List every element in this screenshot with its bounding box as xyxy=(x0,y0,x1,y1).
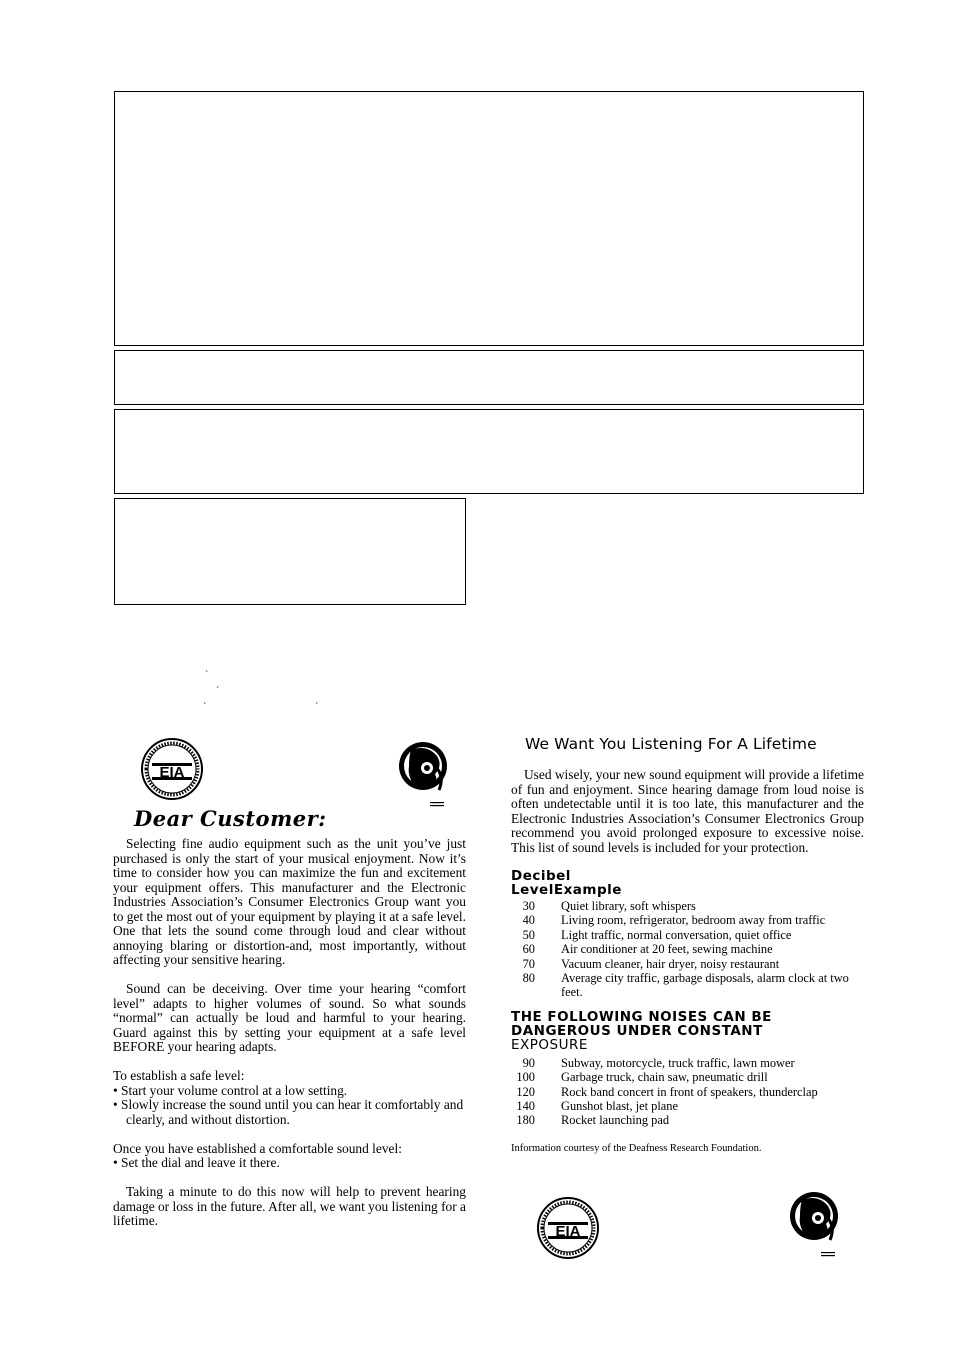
establish-intro: To establish a safe level: xyxy=(113,1068,245,1083)
list-item: 100 Garbage truck, chain saw, pneumatic drill xyxy=(516,1070,768,1085)
levels-list xyxy=(511,899,864,1000)
stray-mark: ` xyxy=(203,702,207,713)
list-item: 180 Rocket launching pad xyxy=(516,1113,670,1128)
ear-head-icon xyxy=(788,1188,842,1260)
comfortable-intro: Once you have established a comfortable sound level: xyxy=(113,1140,402,1156)
list-item: 50 Light traffic, normal conversation, quiet office xyxy=(522,927,792,942)
stray-mark: ´ xyxy=(315,702,319,713)
bullet-item: • Slowly increase the sound until you can hear it comfortably and clearly, and without distortion. xyxy=(113,1097,464,1127)
list-item: 90 Subway, motorcycle, truck traffic, lawn mower xyxy=(522,1055,795,1070)
credit-line: Information courtesy of the Deafness Research Foundation. xyxy=(511,1142,762,1154)
svg-text:EIA: EIA xyxy=(159,764,185,781)
list-item: 140 Gunshot blast, jet plane xyxy=(516,1099,679,1114)
list-item: 80 Average city traffic, garbage disposals, alarm clock at two feet. xyxy=(522,971,849,1000)
list-item: 70 Vacuum cleaner, hair dryer, noisy restaurant xyxy=(522,956,780,971)
top-large-box xyxy=(114,91,864,346)
list-item: 30 Quiet library, soft whispers xyxy=(522,899,696,913)
bullet-item: • Set the dial and leave it there. xyxy=(113,1155,280,1170)
dear-customer-letter xyxy=(113,837,466,1243)
eia-seal-icon xyxy=(140,737,204,801)
decibel-header: Decibel LevelExample xyxy=(511,868,622,898)
bullet-item: • Start your volume control at a low setting. xyxy=(113,1082,348,1098)
ear-head-icon xyxy=(397,738,451,810)
list-item: 40 Living room, refrigerator, bedroom away from traffic xyxy=(522,913,826,928)
lifetime-heading: We Want You Listening For A Lifetime xyxy=(525,735,817,753)
stray-mark: ´ xyxy=(216,686,220,697)
letter-paragraph: Selecting fine audio equipment such as the unit you’ve just purchased is only the start of your musical enjoyment. Now it’s time to consider how you can maximize the fun and excitement your equipment offers. This manufacturer and the Electronic Industries Association’s Consumer Electronics Group want you to get the most out of your equipment by playing it at a safe level. One that lets the sound come through loud and clear without annoying blaring or distortion-and, most importantly, without affecting your sensitive hearing. xyxy=(113,836,466,967)
eia-seal-icon xyxy=(536,1196,600,1260)
letter-paragraph: Sound can be deceiving. Over time your hearing “comfort level” adapts to higher volumes of sound. So what sounds “normal” can actually be loud and harmful to your hearing. Guard against this by setting your equipment at a safe level BEFORE your hearing adapts. xyxy=(113,981,466,1054)
stray-mark: ` xyxy=(205,670,209,681)
closing-paragraph: Taking a minute to do this now will help to prevent hearing damage or loss in the future. After all, we want you listening for a lifetime. xyxy=(113,1184,466,1228)
second-box xyxy=(114,350,864,405)
danger-list xyxy=(511,1056,864,1128)
list-item: 60 Air conditioner at 20 feet, sewing machine xyxy=(522,942,773,957)
lifetime-section xyxy=(511,768,864,1156)
salutation: Dear Customer: xyxy=(134,806,327,831)
lifetime-intro: Used wisely, your new sound equipment will provide a lifetime of fun and enjoyment. Since hearing damage from loud noise is often undetectable until it is too late, this manufacturer and the Electronic Industries Association’s Consumer Electronics Group recommend you avoid prolonged exposure to excessive noise. This list of sound levels is included for your protection. xyxy=(511,767,864,855)
danger-heading: THE FOLLOWING NOISES CAN BE DANGEROUS UNDER CONSTANT EXPOSURE xyxy=(511,1008,772,1053)
third-box xyxy=(114,409,864,494)
small-left-box xyxy=(114,498,466,605)
list-item: 120 Rock band concert in front of speakers, thunderclap xyxy=(516,1084,818,1099)
svg-text:EIA: EIA xyxy=(555,1223,581,1240)
